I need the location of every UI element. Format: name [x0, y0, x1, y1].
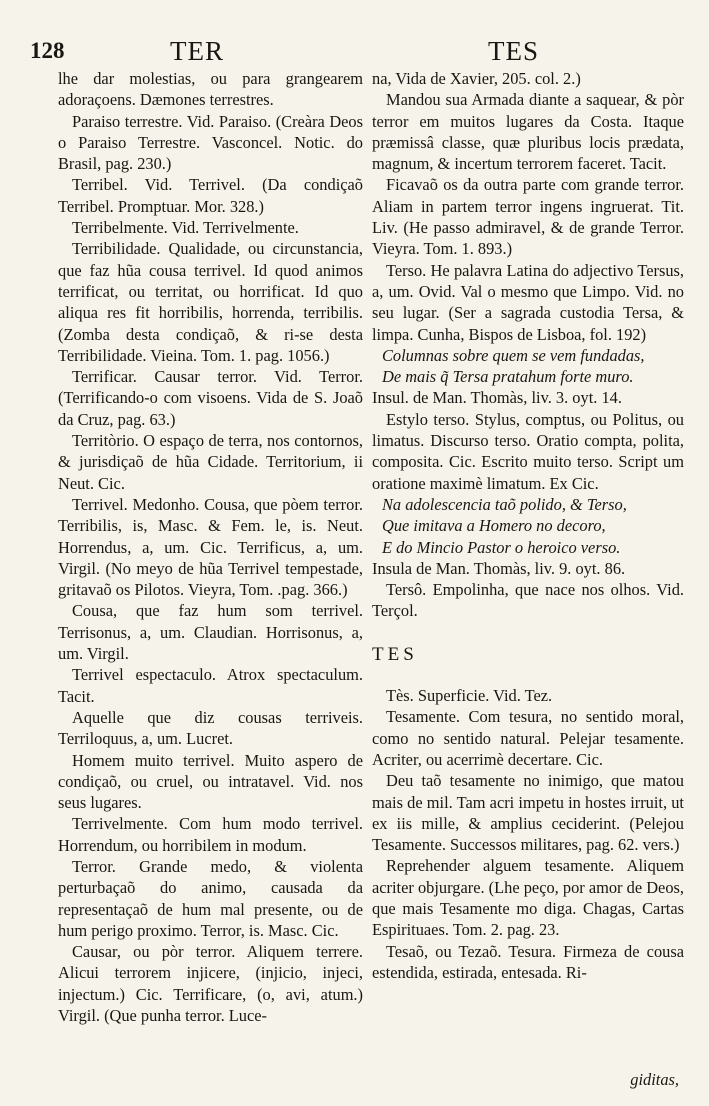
page-header [30, 36, 679, 70]
entry-paragraph: Terrivelmente. Com hum modo terrivel. Horrendum, ou horribilem in modum. [58, 814, 363, 855]
entry-paragraph: Causar, ou pòr terror. Aliquem terrere. Alicui terrorem injicere, (injicio, injeci, injectum.) Cic. Terrificare, (o, avi, atum.) Virgil. (Que punha terror. Luce- [58, 942, 363, 1026]
verse-citation: Insul. de Man. Thomàs, liv. 3. oyt. 14. [372, 388, 622, 408]
entry-paragraph: Terrificar. Causar terror. Vid. Terror. (Terrificando-o com visoens. Vida de S. Joaõ da Cruz, pag. 63.) [58, 367, 363, 429]
entry-paragraph: Tès. Superficie. Vid. Tez. [386, 686, 553, 706]
running-head-right: TES [488, 36, 540, 66]
verse-line: Na adolescencia taõ polido, & Terso, [382, 494, 627, 514]
entry-paragraph: Terribilidade. Qualidade, ou circunstancia, que faz hũa cousa terrivel. Id quod animos terrificat, ou territat, ou horrificat. Id quo aliqua res fit horribilis, horrenda, terribilis. (Zomba desta condiçaõ, & ri-se desta Terribilidade. Vieina. Tom. 1. pag. 1056.) [58, 239, 363, 365]
running-head-left: TER [170, 36, 224, 66]
verse-line: Columnas sobre quem se vem fundadas, [382, 345, 645, 365]
entry-paragraph: Terror. Grande medo, & violenta perturbaçaõ do animo, causada da representaçaõ de hum mal presente, ou de hum perigo proximo. Terror, is. Masc. Cic. [58, 856, 363, 940]
entry-paragraph: Territòrio. O espaço de terra, nos contornos, & jurisdiçaõ de hũa Cidade. Territorium, ii Neut. Cic. [58, 431, 363, 493]
entry-paragraph: Deu taõ tesamente no inimigo, que matou mais de mil. Tam acri impetu in hostes irruit, ut ex iis mille, & amplius ceciderint. (Pelejou Tesamente. Successos militares, pag. 62. vers.) [372, 771, 684, 855]
entry-paragraph: Estylo terso. Stylus, comptus, ou Politus, ou limatus. Discurso terso. Oratio compta, polita, composita. Cic. Escrito muito terso. Script um oratione maximè limatum. Ex Cic. [372, 409, 684, 493]
entry-paragraph: Reprehender alguem tesamente. Aliquem acriter objurgare. (Lhe peço, por amor de Deos, que mais Tesamente mo diga. Chagas, Cartas Espirituaes. Tom. 2. pag. 23. [372, 856, 684, 940]
entry-paragraph: Mandou sua Armada diante a saquear, & pòr terror em muitos lugares da Costa. Itaque præmissâ classe, quæ pluribus locis prædata, magnum, & incertum terrorem faceret. Tacit. [372, 90, 684, 174]
entry-paragraph: Terso. He palavra Latina do adjectivo Tersus, a, um. Ovid. Val o mesmo que Limpo. Vid. no seu lugar. (Ser a sagrada custodia Tersa, & limpa. Cunha, Bispos de Lisboa, fol. 192) [372, 260, 684, 344]
entry-paragraph: Terribel. Vid. Terrivel. (Da condiçaõ Terribel. Promptuar. Mor. 328.) [58, 175, 363, 216]
section-heading: TES [372, 643, 418, 665]
page-number: 128 [30, 38, 65, 63]
entry-paragraph: Homem muito terrivel. Muito aspero de condiçaõ, ou cruel, ou intratavel. Vid. nos seus lugares. [58, 750, 363, 813]
entry-paragraph: Tesamente. Com tesura, no sentido moral, como no sentido natural. Pelejar tesamente. Acriter, ou acerrimè decertare. Cic. [372, 707, 684, 769]
catchword: giditas, [630, 1070, 679, 1089]
entry-paragraph: Terribelmente. Vid. Terrivelmente. [72, 218, 299, 238]
entry-paragraph: Paraiso terrestre. Vid. Paraiso. (Creàra Deos o Paraiso Terrestre. Vasconcel. Notic. do Brasil, pag. 230.) [58, 111, 363, 174]
entry-paragraph: Tesaõ, ou Tezaõ. Tesura. Firmeza de cousa estendida, estirada, entesada. Ri- [372, 941, 684, 982]
entry-paragraph: Aquelle que diz cousas terriveis. Terriloquus, a, um. Lucret. [58, 707, 363, 749]
entry-paragraph: Terrivel. Medonho. Cousa, que pòem terror. Terribilis, is, Masc. & Fem. le, is. Neut. Horrendus, a, um. Cic. Terrificus, a, um. Virgil. (No meyo de hũa Terrivel tempestade, gritavaõ os Pilotos. Vieyra, Tom. .pag. 366.) [58, 494, 363, 600]
entry-paragraph: Cousa, que faz hum som terrivel. Terrisonus, a, um. Claudian. Horrisonus, a, um. Virgil. [58, 601, 363, 664]
entry-paragraph: lhe dar molestias, ou para grangearem adoraçoens. Dæmones terrestres. [58, 69, 363, 110]
left-column [58, 68, 363, 1026]
entry-paragraph: Tersô. Empolinha, que nace nos olhos. Vid. Terçol. [372, 580, 684, 621]
verse-line: De mais q̃ Tersa pratahum forte muro. [382, 367, 634, 387]
verse-line: E do Mincio Pastor o heroico verso. [382, 537, 621, 557]
entry-paragraph: Ficavaõ os da outra parte com grande terror. Aliam in partem terror ingens ingruerat. Tit. Liv. (He passo admiravel, & de grande Terror. Vieyra. Tom. 1. 893.) [372, 175, 684, 259]
entry-paragraph: na, Vida de Xavier, 205. col. 2.) [372, 69, 581, 88]
right-column [372, 68, 684, 983]
verse-citation: Insula de Man. Thomàs, liv. 9. oyt. 86. [372, 558, 626, 578]
entry-paragraph: Terrivel espectaculo. Atrox spectaculum. Tacit. [58, 665, 363, 706]
verse-line: Que imitava a Homero no decoro, [382, 516, 606, 536]
